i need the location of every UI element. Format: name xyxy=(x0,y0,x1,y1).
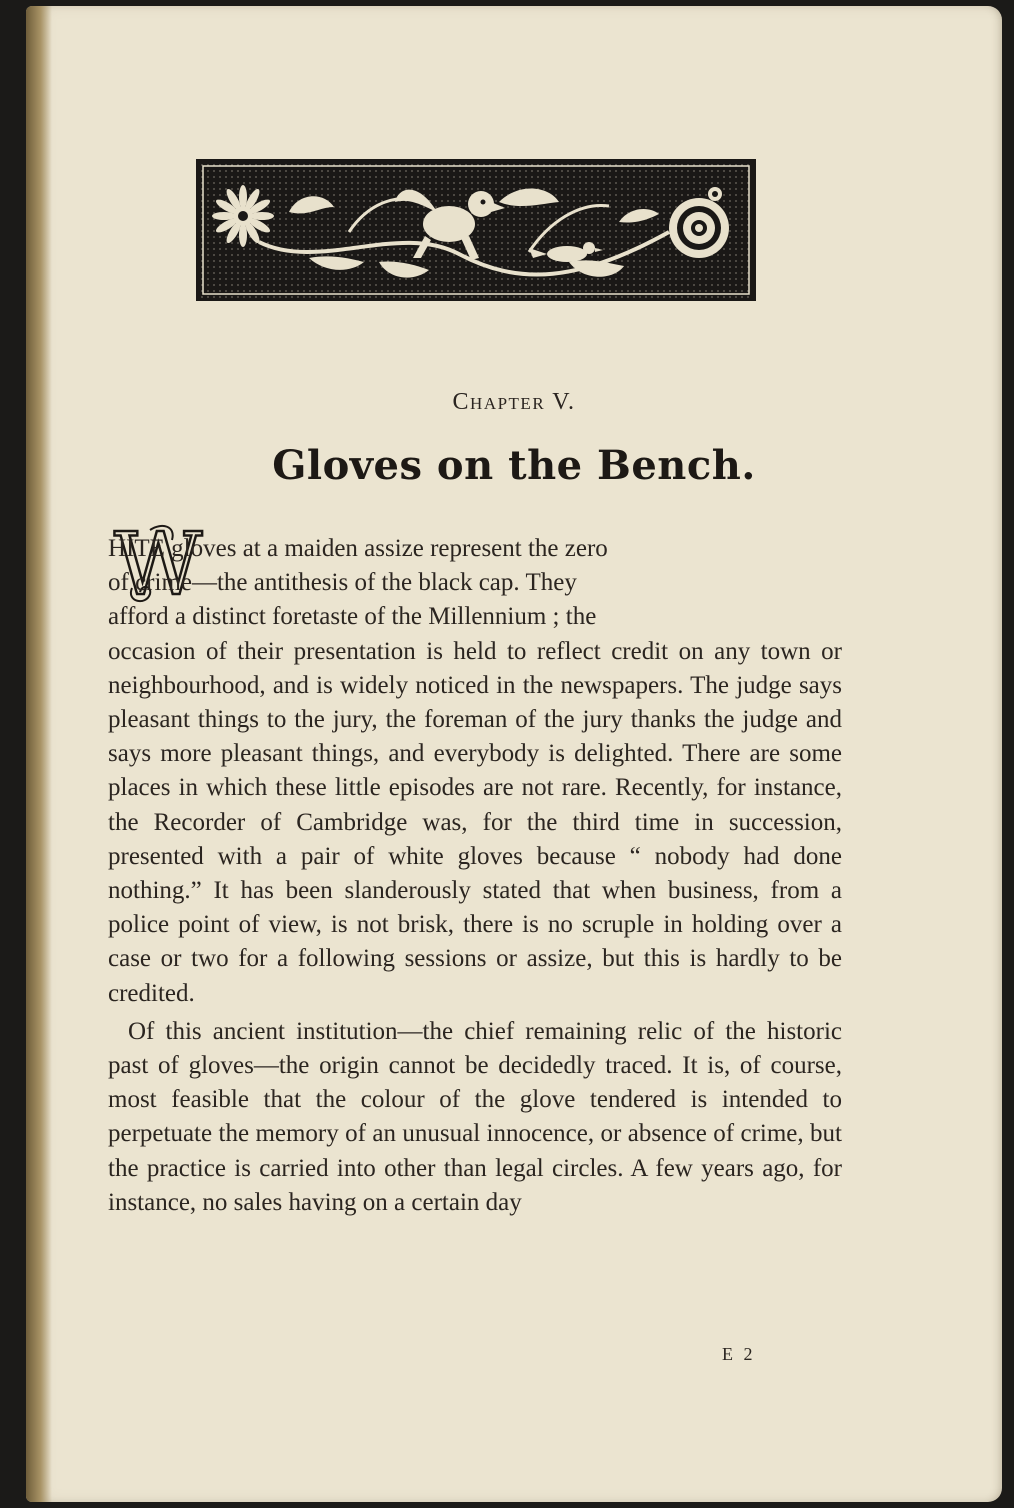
body-text xyxy=(108,532,842,1220)
ornamental-headpiece xyxy=(196,159,756,301)
paragraph-2: Of this ancient institution—the chief remaining relic of the historic past of gloves—the origin cannot be decidedly traced. It is, of course, most feasible that the colour of the glove tendered is intended to perpetuate the memory of an unusual innocence, or absence of crime, but the practice is carried into other than legal circles. A few years ago, for instance, no sales having on a certain day xyxy=(108,1017,842,1216)
paragraph-1-rest: occasion of their presentation is held to reflect credit on any town or neighbourhood, and is widely noticed in the newspapers. The judge says pleasant things to the jury, the foreman of the jury thanks the judge and says more pleasant things, and everybody is delighted. There are some places in which these little episodes are not rare. Recently, for instance, the Recorder of Cambridge was, for the third time in succession, presented with a pair of white gloves because “ nobody had done nothing.” It has been slanderously stated that when business, from a police point of view, is not brisk, there is no scruple in holding over a case or two for a following sessions or assize, but this is hardly to be credited. xyxy=(108,637,842,1007)
paragraph-1-line-2: of crime—the antithesis of the black cap. They xyxy=(108,569,577,597)
chapter-title: Gloves on the Bench. xyxy=(272,442,756,489)
paragraph-1-opening xyxy=(108,532,842,635)
page-gutter xyxy=(26,6,52,1502)
chapter-heading xyxy=(26,389,1002,416)
drop-cap-letter: W xyxy=(114,522,203,604)
paragraph-1-first-line: HITE gloves at a maiden assize represent the zero xyxy=(108,535,608,562)
signature-mark: E 2 xyxy=(722,1344,756,1364)
paragraph-1-line-3: afford a distinct foretaste of the Millennium ; the xyxy=(108,603,597,631)
chapter-label: Chapter V. xyxy=(452,389,576,415)
book-page xyxy=(26,6,1002,1502)
